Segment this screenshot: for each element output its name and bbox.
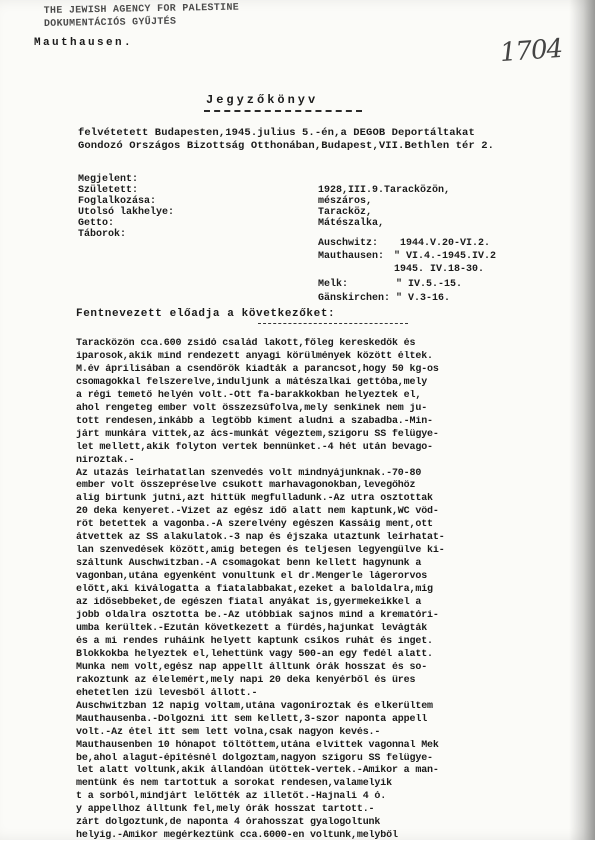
stamp-line-2: DOKUMENTÁCIÓS GYŰJTÉS [43,16,177,31]
testimony-line: ember volt összepréselve csukott marhavagonokban,levegőhöz [76,480,416,492]
testimony-line: ehetetlen izü levesből állott.- [76,687,258,699]
testimony-line: t a sorból,mindjárt lelőtték az illetőt.-Hajnali 4 ó. [76,791,387,803]
testimony-line: Mauthausenben 10 hónapot töltöttem,utána elvittek vagonnal Mek [76,739,439,751]
testimony-line: csomagokkal felszerelve,induljunk a mátészalkai gettóba,mely [76,376,428,388]
testimony-line: tott rendesen,inkább a legtöbb kiment aludni a szabadba.-Min- [76,415,433,427]
testimony-line: és a mi rendes ruháink helyett kaptunk csíkos ruhát és inget. [76,635,433,647]
testimony-line: röt betettek a vagonba.-A szerelvény egészen Kassáig ment,ott [76,519,433,531]
testimony-line: mentünk és nem tartottuk a sorokat rendesen,valamelyik [76,778,392,790]
testimony-line: M.év áprilisában a csendőrök kiadták a parancsot,hogy 50 kg-os [76,363,439,375]
testimony-line: vagonban,utána egyenként vonultunk el dr.Mengerle lágerorvos [76,571,428,583]
testimony-line: jobb oldalra osztotta be.-Az utóbbiak sajnos mind a krematóri- [76,610,439,622]
camp-dates: " IV.5.-15. [396,279,463,290]
intro-line: felvétetett Budapesten,1945.julius 5.-én,a DEGOB Deportáltakat [78,127,475,139]
testimony-line: a régi temető helyén volt.-Ott fa-barakkokban helyeztek el, [76,389,422,401]
camp-name: Gänskirchen: [318,293,391,304]
testimony-line: y appellhoz álltunk fel,mely órák hosszat tartott.- [76,804,375,816]
testimony-line: 20 deka kenyeret.-Vizet az egész idő alatt nem kaptunk,WC vöd- [76,506,439,518]
camp-dates: " V.3-16. [396,293,451,304]
place-heading: Mauthausen. [34,37,134,49]
testimony-line: Auschwitzban 12 napig voltam,utána vagoníroztak és elkerültem [76,700,433,712]
camp-dates: 1944.V.20-VI.2. [400,238,491,249]
field-label: Foglalkozása: [78,196,157,207]
camp-dates: " VI.4.-1945.IV.2 [394,251,497,262]
camp-name: Mauthausen: [318,251,385,262]
testimony-line: rakoztunk az élelemért,mely napi 20 deka kenyérből és üres [76,674,416,686]
field-value: mészáros, [318,196,373,207]
personal-data-fields [78,174,558,240]
document-title: Jegyzőkönyv [206,93,319,107]
testimony-line: alig birtunk jutni,azt hittük megfulladunk.-Az utra osztottak [76,493,433,505]
testimony-line: volt.-Az étel itt sem lett volna,csak nagyon kevés.- [76,726,381,738]
field-label: Született: [78,185,139,196]
testimony-line: let alatt voltunk,akik állandóan ütöttek-vertek.-Amikor a man- [76,765,439,777]
testimony-line: Blokkokba helyeztek el,lehettünk vagy 500-an egy fedél alatt. [76,648,433,660]
testimony-line: száltunk Auschwitzban.-A csomagokat benn kellett hagynunk a [76,558,422,570]
field-row [78,196,558,207]
section-underline [258,323,408,324]
testimony-line: előtt,aki kiválogatta a fiatalabbakat,ezeket a baloldalra,míg [76,584,433,596]
testimony-line: ahol rengeteg ember volt összezsúfolva,mely senkinek nem ju- [76,402,428,414]
testimony-line: az idősebbeket,de egészen fiatal anyákat is,gyermekeikkel a [76,597,422,609]
field-row [78,207,558,218]
camp-dates: 1945. IV.18-30. [394,264,485,275]
field-label: Utolsó lakhelye: [78,207,175,218]
field-value: Mátészalka, [318,218,385,229]
testimony-line: Munka nem volt,egész nap appellt álltunk órák hosszat és so- [76,661,428,673]
field-label: Táborok: [78,229,127,240]
testimony-line: umba kerültek.-Ezután következett a fürdés,hajunkat levágták [76,622,428,634]
page-edge-shadow [569,0,595,840]
field-value: 1928,III.9.Taracközön, [318,185,451,196]
testimony-line: lan szenvedések között,amig betegen és teljesen legyengülve ki- [76,545,445,557]
testimony-line: Mauthausenba.-Dolgozni itt sem kellett,3-szor naponta appell [76,713,428,725]
testimony-line: zárt dolgoztunk,de naponta 4 órahosszat gyalogoltunk [76,817,381,829]
testimony-line: helyig.-Amikor megérkeztünk cca.6000-en voltunk,melyből [76,830,398,842]
field-value: Taracköz, [318,207,373,218]
testimony-line: let mellett,akik folyton vertek bennünket.-4 hét után bevago- [76,441,433,453]
camp-name: Auschwitz: [318,238,379,249]
testimony-line: iparosok,akik mind rendezett anyagi körülmények között éltek. [76,350,433,362]
field-row [78,218,558,229]
testimony-body [76,338,531,843]
camp-name: Melk: [318,279,349,290]
intro-line: Gondozó Országos Bizottság Otthonában,Budapest,VII.Bethlen tér 2. [78,140,495,152]
testimony-line: Taracközön cca.600 zsidó család lakott,főleg kereskedők és [76,338,416,349]
field-row [78,185,558,196]
testimony-line: átvettek az SS alakulatok.-3 nap és éjszaka utaztunk leírhatat- [76,532,445,544]
testimony-line: járt munkára vittek,az ács-munkát végeztem,szigoru SS felügye- [76,428,439,440]
testimony-line: Az utazás leírhatatlan szenvedés volt mindnyájunknak.-70-80 [76,467,422,479]
title-underline [204,110,362,112]
handwritten-document-number: 1704 [499,33,564,69]
testimony-line: be,ahol alagut-építésnél dolgoztam,nagyon szigoru SS felügye- [76,752,433,764]
field-row [78,174,558,185]
intro-paragraph [78,127,528,153]
section-heading: Fentnevezett előadja a következőket: [76,308,336,320]
field-label: Getto: [78,218,115,229]
field-label: Megjelent: [78,174,139,185]
testimony-line: niroztak.- [76,454,135,466]
stamp-line-1: THE JEWISH AGENCY FOR PALESTINE [43,2,240,18]
